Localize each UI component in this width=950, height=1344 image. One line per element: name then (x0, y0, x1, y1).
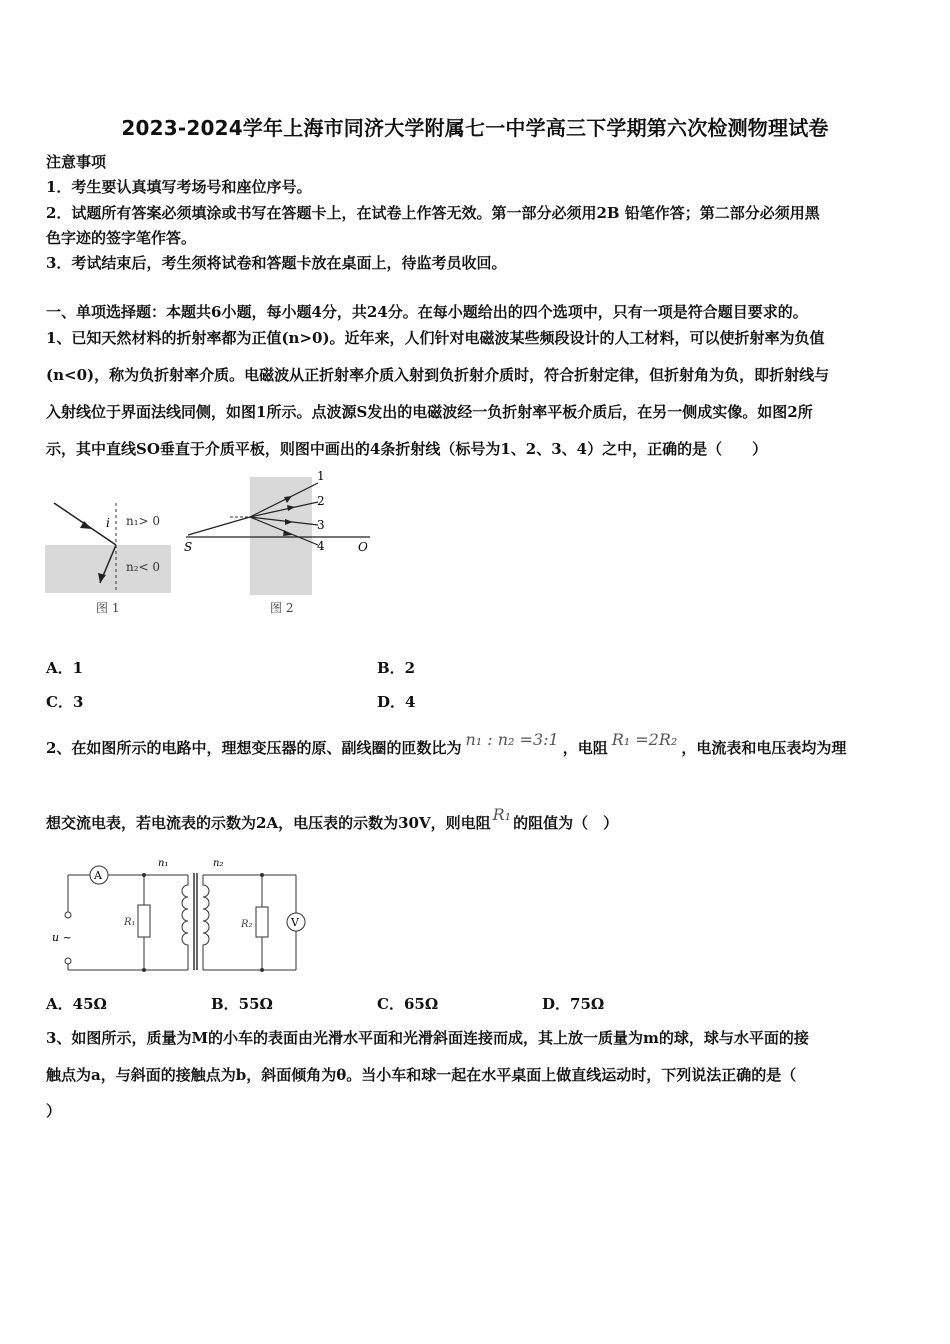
n2-label: n₂< 0 (126, 560, 161, 574)
figure-2-slab (180, 465, 380, 625)
option-a: A．45Ω (46, 995, 107, 1013)
option-b: B．55Ω (211, 995, 273, 1013)
q2-r1-symbol: R₁ (492, 805, 512, 824)
ray-label: 2 (317, 494, 325, 508)
q2-text-e: 的阻值为（ ） (513, 814, 619, 832)
q2-text-d: 想交流电表，若电流表的示数为2A，电压表的示数为30V，则电阻 (46, 814, 491, 832)
n2-label: n₂ (213, 858, 224, 869)
ray-label: 1 (317, 469, 325, 483)
point-O-label: O (358, 540, 368, 554)
voltmeter-label: V (291, 916, 299, 929)
question-text: 1、已知天然材料的折射率都为正值(n>0)。近年来，人们针对电磁波某些频段设计的人工材料，可以使折射率为负值 (46, 329, 825, 347)
q2-turns-ratio: n₁ : n₂ =3:1 (465, 730, 559, 749)
question-text: 3、如图所示，质量为M的小车的表面由光滑水平面和光滑斜面连接而成，其上放一质量为m的球，球与水平面的接 (46, 1029, 809, 1047)
primary-coil (182, 875, 188, 970)
section-heading: 一、单项选择题：本题共6小题，每小题4分，共24分。在每小题给出的四个选项中，只有一项是符合题目要求的。 (46, 303, 808, 321)
ray-label: 3 (317, 518, 325, 532)
slab-medium (250, 477, 312, 595)
option-c: C．65Ω (377, 995, 439, 1013)
question-text: 入射线位于界面法线同侧，如图1所示。点波源S发出的电磁波经一负折射率平板介质后，在另一侧成实像。如图2所 (46, 403, 813, 421)
ammeter-label: A (94, 869, 102, 882)
q2-text-c: ，电流表和电压表均为理 (681, 739, 847, 757)
option-a: A．1 (46, 659, 84, 677)
question-text: ） (46, 1102, 62, 1120)
notice-item: 色字迹的签字笔作答。 (46, 229, 197, 247)
question-text: (n<0)，称为负折射率介质。电磁波从正折射率介质入射到负折射介质时，符合折射定律，但折射角为负，即折射线与 (46, 366, 830, 384)
secondary-coil (203, 875, 209, 970)
input-terminal (65, 912, 71, 918)
junction (142, 968, 146, 972)
question-text: 示，其中直线SO垂直于介质平板，则图中画出的4条折射线（标号为1、2、3、4）之中，正确的是（ ） (46, 440, 768, 458)
r2-label: R₂ (241, 919, 253, 930)
r1-label: R₁ (124, 917, 136, 928)
figure-1-caption: 图 1 (96, 601, 120, 615)
junction (260, 873, 264, 877)
angle-i-label: i (106, 516, 110, 530)
junction (142, 873, 146, 877)
ray-label: 4 (317, 539, 325, 553)
figure-1-refraction (44, 495, 174, 625)
notice-item: 3．考试结束后，考生须将试卷和答题卡放在桌面上，待监考员收回。 (46, 254, 507, 272)
page-title: 2023-2024学年上海市同济大学附属七一中学高三下学期第六次检测物理试卷 (121, 116, 829, 140)
option-b: B．2 (377, 659, 416, 677)
transformer-circuit (48, 855, 308, 980)
figure-2-caption: 图 2 (270, 601, 294, 615)
resistor-r1 (138, 905, 150, 937)
n1-label: n₁> 0 (126, 514, 161, 528)
question-text (46, 805, 619, 833)
input-terminal (65, 958, 71, 964)
n1-label: n₁ (158, 858, 169, 869)
junction (260, 968, 264, 972)
q2-text-a: 2、在如图所示的电路中，理想变压器的原、副线圈的匝数比为 (46, 739, 462, 757)
q2-text-b: ，电阻 (562, 739, 608, 757)
incident-ray (188, 517, 250, 535)
notice-heading: 注意事项 (46, 153, 107, 171)
voltage-source-label: u ~ (52, 931, 72, 944)
option-c: C．3 (46, 693, 84, 711)
notice-item: 1．考生要认真填写考场号和座位序号。 (46, 178, 312, 196)
resistor-r2 (256, 907, 268, 937)
question-text: 触点为a，与斜面的接触点为b，斜面倾角为θ。当小车和球一起在水平桌面上做直线运动时，下列说法正确的是（ (46, 1066, 797, 1084)
option-d: D．75Ω (542, 995, 605, 1013)
q2-resistor-ratio: R₁ =2R₂ (611, 730, 678, 749)
notice-item: 2．试题所有答案必须填涂或书写在答题卡上，在试卷上作答无效。第一部分必须用2B 铅笔作答；第二部分必须用黑 (46, 204, 820, 222)
question-text (46, 730, 847, 758)
option-d: D．4 (377, 693, 416, 711)
source-S-label: S (184, 540, 193, 554)
